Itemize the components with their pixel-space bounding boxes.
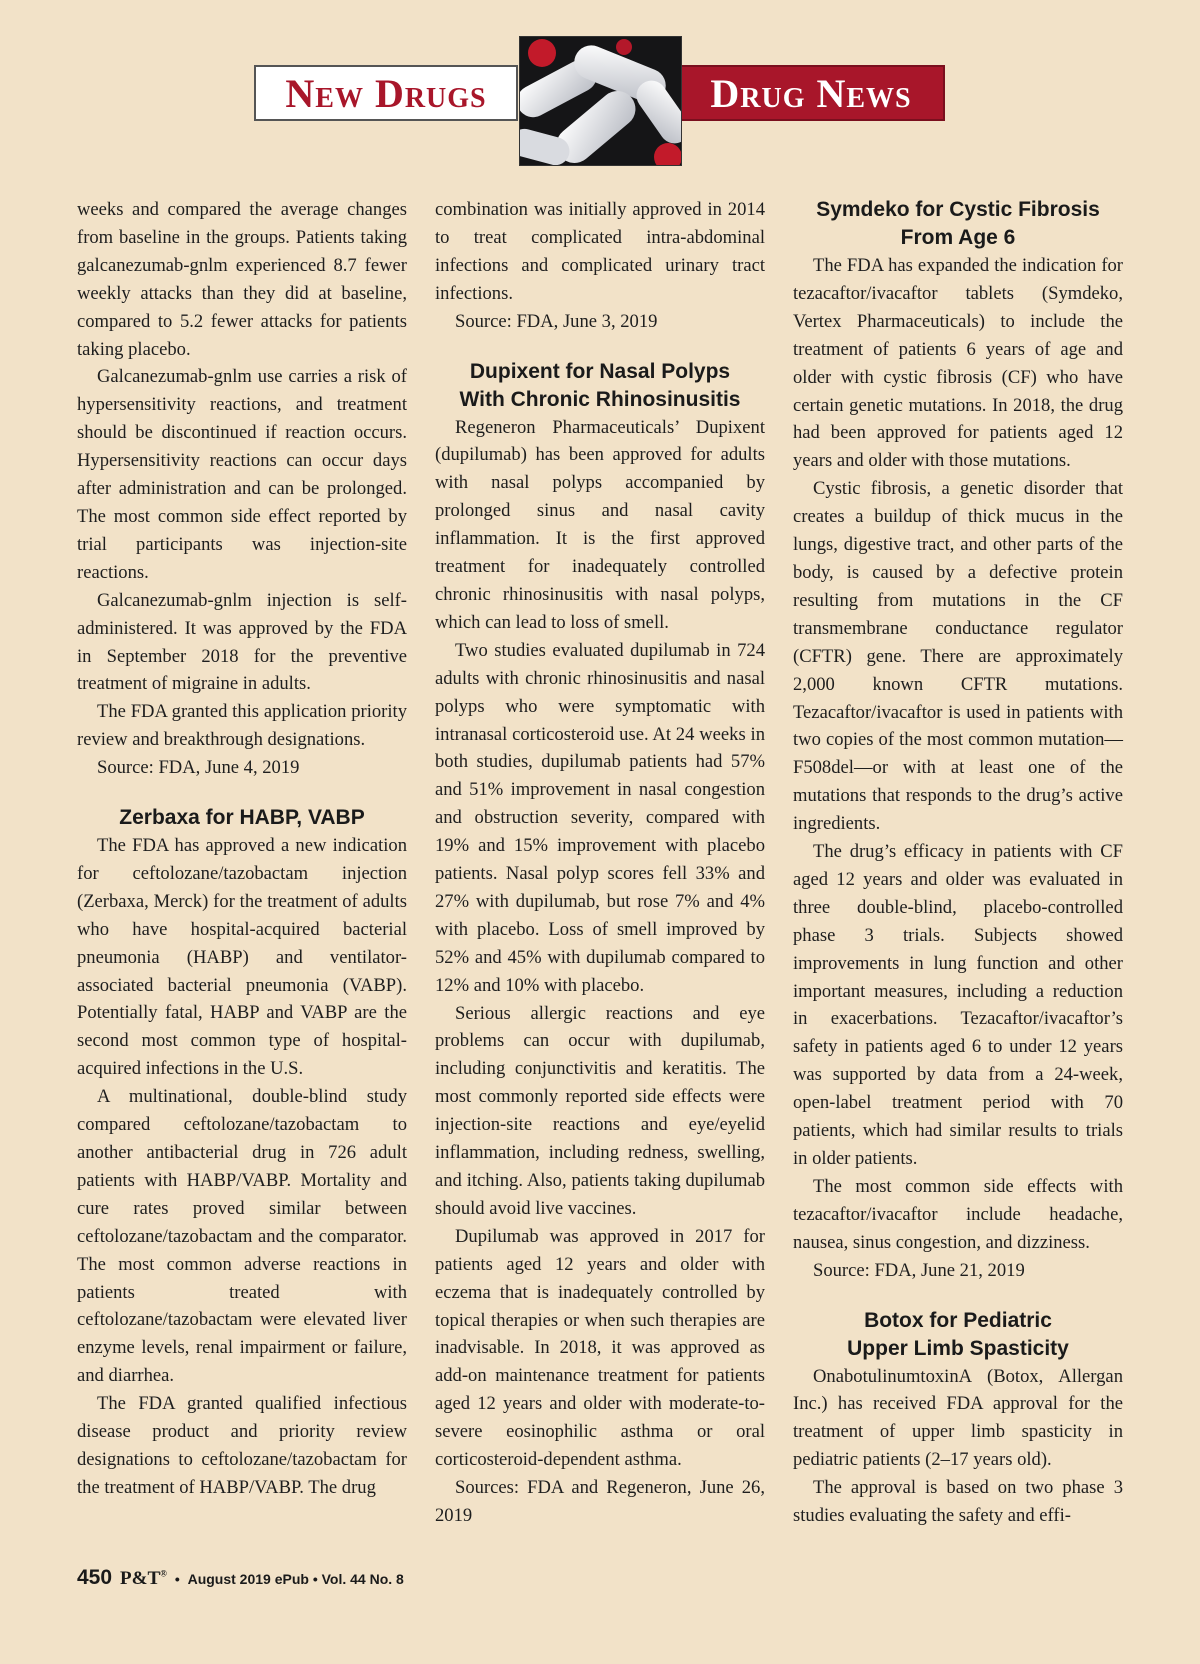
- source-line: Source: FDA, June 21, 2019: [813, 1259, 1025, 1281]
- column-3: [793, 196, 1123, 1530]
- paragraph: Two studies evaluated dupilumab in 724 adults with chronic rhinosinusitis and nasal polyps who were symptomatic with intranasal corticosteroid use. At 24 weeks in both studies, dupilumab patients had 57% and 51% improvement in nasal congestion and obstruction severity, compared with 19% and 15% improvement with placebo patients. Nasal polyp scores fell 33% and 27% with dupilumab, but rose 7% and 4% with placebo. Loss of smell improved by 52% and 45% with dupilumab compared to 12% and 10% with placebo.: [435, 639, 765, 996]
- paragraph: A multinational, double-blind study compared ceftolozane/tazobactam to another antibacterial drug in 726 adult patients with HABP/VABP. Mortality and cure rates proved similar between ceftolozane/tazobactam and the comparator. The most common adverse reactions in patients treated with ceftolozane/tazobactam were elevated liver enzyme levels, renal impairment or failure, and diarrhea.: [77, 1086, 407, 1387]
- paragraph: Galcanezumab-gnlm injection is self-administered. It was approved by the FDA in September 2018 for the preventive treatment of migraine in adults.: [77, 589, 407, 695]
- column-2: [435, 196, 765, 1530]
- paragraph: Serious allergic reactions and eye problems can occur with dupilumab, including conjunctivitis and keratitis. The most commonly reported side effects were injection-site reactions and eye/eyelid inflammation, including redness, swelling, and itching. Also, patients taking dupilumab should avoid live vaccines.: [435, 1002, 765, 1219]
- section-heading-zerbaxa: Zerbaxa for HABP, VABP: [119, 806, 365, 830]
- source-line: Source: FDA, June 4, 2019: [97, 757, 300, 779]
- paragraph: Dupilumab was approved in 2017 for patients aged 12 years and older with eczema that is inadequately controlled by topical therapies or when such therapies are inadvisable. In 2018, it was approved as add-on maintenance treatment for patients aged 12 years and older with moderate-to-severe eosinophilic asthma or oral corticosteroid-dependent asthma.: [435, 1225, 765, 1471]
- heading-line: Symdeko for Cystic Fibrosis: [816, 198, 1100, 221]
- paragraph: The FDA granted this application priority review and breakthrough designations.: [77, 701, 407, 751]
- new-drugs-label: New Drugs: [285, 70, 487, 116]
- new-drugs-label-box: [254, 65, 518, 121]
- paragraph: Regeneron Pharmaceuticals’ Dupixent (dupilumab) has been approved for adults with nasal polyps accompanied by prolonged sinus and nasal cavity inflammation. It is the first approved treatment for inadequately controlled chronic rhinosinusitis with nasal polyps, which can lead to loss of smell.: [435, 416, 765, 633]
- heading-line: Botox for Pediatric: [864, 1308, 1052, 1332]
- section-heading-symdeko: [793, 196, 1123, 252]
- paragraph: Cystic fibrosis, a genetic disorder that creates a buildup of thick mucus in the lungs, digestive tract, and other parts of the body, is caused by a defective protein resulting from mutations in the CF transmembrane conductance regulator (CFTR) gene. There are approximately 2,000 known CFTR mutations. Tezacaftor/ivacaftor is used in patients with two copies of the most common mutation—F508del—or with at least one of the mutations that responds to the drug’s active ingredients.: [793, 478, 1123, 835]
- heading-line: Upper Limb Spasticity: [847, 1336, 1069, 1360]
- paragraph: combination was initially approved in 2014 to treat complicated intra-abdominal infections and complicated urinary tract infections.: [435, 199, 765, 304]
- heading-line: With Chronic Rhinosinusitis: [459, 387, 741, 411]
- paragraph: The drug’s efficacy in patients with CF aged 12 years and older was evaluated in three double-blind, placebo-controlled phase 3 trials. Subjects showed improvements in lung function and other important measures, including a reduction in exacerbations. Tezacaftor/ivacaftor’s safety in patients aged 6 to under 12 years was supported by data from a 24-week, open-label treatment period with 70 patients, which had similar results to trials in older patients.: [793, 841, 1123, 1169]
- issue-info: • August 2019 ePub • Vol. 44 No. 8: [174, 1571, 404, 1587]
- section-heading-botox: [793, 1307, 1123, 1363]
- source-line: Sources: FDA and Regeneron, June 26, 2019: [435, 1476, 765, 1526]
- registered-mark: ®: [160, 1568, 167, 1579]
- heading-line: Dupixent for Nasal Polyps: [469, 359, 731, 383]
- journal-title: P&T: [120, 1568, 161, 1589]
- paragraph: The most common side effects with tezacaftor/ivacaftor include headache, nausea, sinus congestion, and dizziness.: [793, 1175, 1123, 1253]
- drug-news-label-box: [677, 65, 945, 121]
- paragraph: The approval is based on two phase 3 studies evaluating the safety and effi-: [793, 1477, 1123, 1527]
- issue-text: August 2019 ePub • Vol. 44 No. 8: [187, 1571, 404, 1587]
- source-line: Source: FDA, June 3, 2019: [455, 310, 658, 332]
- column-1: [77, 196, 407, 1502]
- paragraph: The FDA has approved a new indication for ceftolozane/tazobactam injection (Zerbaxa, Merck) for the treatment of adults who have hospital-acquired bacterial pneumonia (HABP) and ventilator-associated bacterial pneumonia (VABP). Potentially fatal, HABP and VABP are the second most common type of hospital-acquired infections in the U.S.: [77, 835, 407, 1080]
- paragraph: OnabotulinumtoxinA (Botox, Allergan Inc.) has received FDA approval for the treatment of upper limb spasticity in pediatric patients (2–17 years old).: [793, 1365, 1123, 1471]
- heading-line: From Age 6: [900, 226, 1016, 249]
- section-heading-dupixent: [435, 358, 765, 414]
- paragraph: Galcanezumab-gnlm use carries a risk of hypersensitivity reactions, and treatment should be discontinued if reaction occurs. Hypersensitivity reactions can occur days after administration and can be prolonged. The most common side effect reported by trial participants was injection-site reactions.: [77, 366, 407, 583]
- pill-tablets-icon: [519, 36, 682, 166]
- paragraph: weeks and compared the average changes from baseline in the groups. Patients taking galcanezumab-gnlm experienced 8.7 fewer weekly attacks than they did at baseline, compared to 5.2 fewer attacks for patients taking placebo.: [77, 199, 407, 360]
- paragraph: The FDA has expanded the indication for tezacaftor/ivacaftor tablets (Symdeko, Vertex Pharmaceuticals) to include the treatment of patients 6 years of age and older with cystic fibrosis (CF) who have certain genetic mutations. In 2018, the drug had been approved for patients aged 12 years and older with those mutations.: [793, 255, 1123, 472]
- header-banner: [0, 0, 1200, 170]
- paragraph: The FDA granted qualified infectious disease product and priority review designations to ceftolozane/tazobactam for the treatment of HABP/VABP. The drug: [77, 1393, 407, 1498]
- journal-name: [120, 1568, 167, 1590]
- drug-news-label: Drug News: [710, 70, 912, 116]
- page-number: 450: [77, 1566, 113, 1589]
- page-footer: [77, 1566, 404, 1590]
